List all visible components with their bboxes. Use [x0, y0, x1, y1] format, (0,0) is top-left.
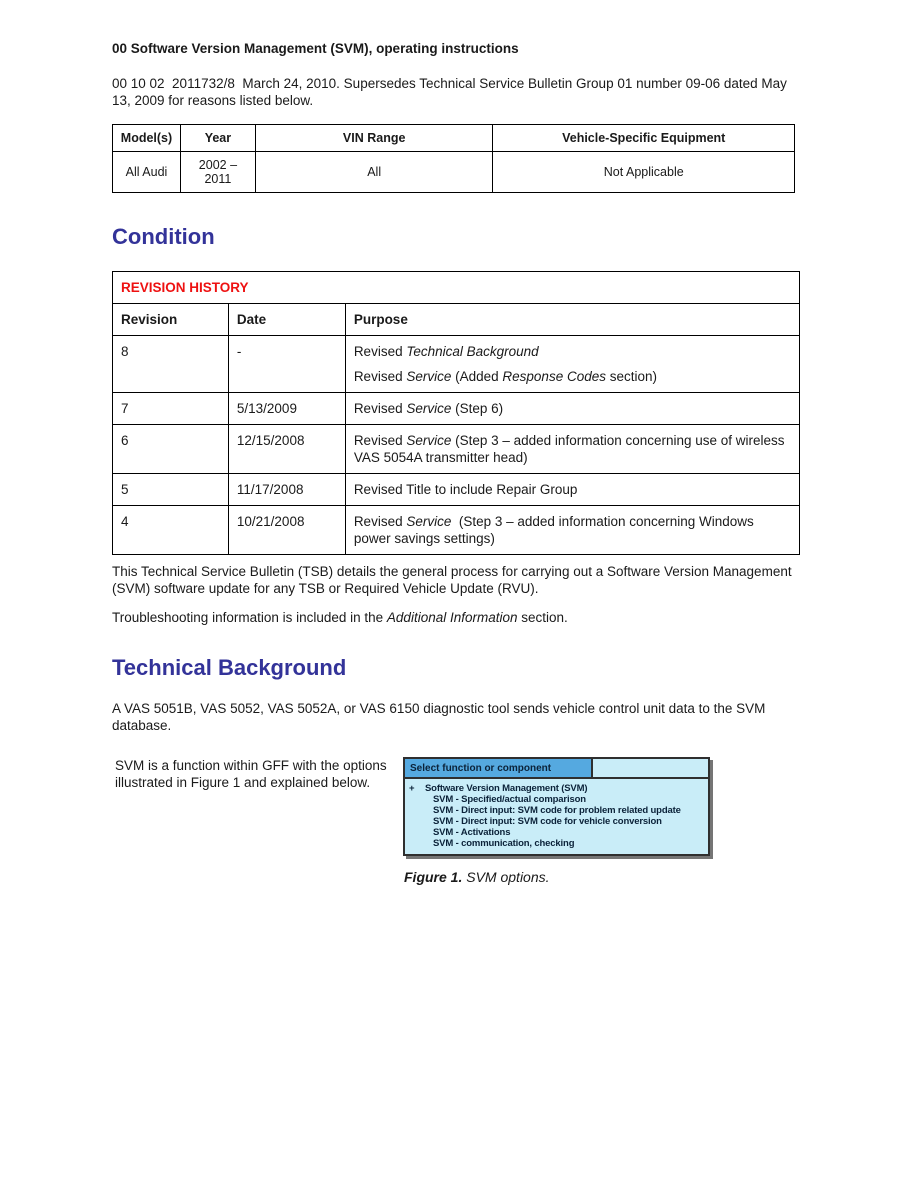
cell-equipment: Not Applicable	[493, 152, 795, 193]
technical-background-heading: Technical Background	[112, 655, 347, 680]
cell-purpose: Revised Service (Step 6)	[345, 393, 799, 425]
svm-function-tree	[405, 779, 708, 854]
vehicle-applicability-table	[112, 124, 795, 193]
table-row	[113, 474, 800, 506]
cell-date: 5/13/2009	[228, 393, 345, 425]
tree-item: SVM - Specified/actual comparison	[433, 794, 586, 805]
cell-purpose: Revised Service (Step 3 – added information concerning Windows power savings settings)	[345, 506, 799, 555]
cell-vin-range: All	[255, 152, 493, 193]
document-content	[112, 41, 804, 885]
table-header-row	[113, 125, 795, 152]
column-header-vin-range: VIN Range	[255, 125, 493, 152]
cell-date: 11/17/2008	[228, 474, 345, 506]
svm-function-paragraph: SVM is a function within GFF with the options illustrated in Figure 1 and explained below.	[115, 758, 387, 790]
figure-section	[112, 757, 804, 885]
document-title: 00 Software Version Management (SVM), operating instructions	[112, 41, 519, 56]
cell-date: 10/21/2008	[228, 506, 345, 555]
revision-history-table	[112, 271, 800, 555]
cell-year: 2002 – 2011	[180, 152, 255, 193]
table-row	[113, 393, 800, 425]
column-header-models: Model(s)	[113, 125, 181, 152]
tree-item: SVM - Activations	[433, 827, 511, 838]
revision-history-label: REVISION HISTORY	[113, 272, 800, 304]
cell-date: 12/15/2008	[228, 425, 345, 474]
tsb-description-paragraph: This Technical Service Bulletin (TSB) details the general process for carrying out a Software Version Management (SVM) software update for any TSB or Required Vehicle Update (RVU).	[112, 564, 796, 596]
troubleshooting-paragraph: Troubleshooting information is included in the Additional Information section.	[112, 610, 568, 625]
column-header-purpose: Purpose	[345, 304, 799, 336]
select-function-header: Select function or component	[405, 759, 593, 779]
cell-revision: 6	[113, 425, 229, 474]
column-header-revision: Revision	[113, 304, 229, 336]
table-row	[113, 425, 800, 474]
diagnostic-tool-paragraph: A VAS 5051B, VAS 5052, VAS 5052A, or VAS 6150 diagnostic tool sends vehicle control unit data to the SVM database.	[112, 701, 770, 733]
column-header-equipment: Vehicle-Specific Equipment	[493, 125, 795, 152]
cell-revision: 7	[113, 393, 229, 425]
svm-options-screenshot	[403, 757, 710, 856]
cell-date: -	[228, 336, 345, 393]
cell-purpose: Revised Service (Step 3 – added information concerning use of wireless VAS 5054A transmitter head)	[345, 425, 799, 474]
column-header-date: Date	[228, 304, 345, 336]
revision-history-label-row	[113, 272, 800, 304]
tree-item: SVM - Direct input: SVM code for problem related update	[433, 805, 681, 816]
screenshot-header-bar	[405, 759, 708, 779]
screenshot-header-spacer	[593, 759, 708, 779]
table-row	[113, 336, 800, 393]
tree-item: SVM - Direct input: SVM code for vehicle conversion	[433, 816, 662, 827]
cell-revision: 8	[113, 336, 229, 393]
tree-root-label: Software Version Management (SVM)	[425, 783, 588, 794]
tree-item: SVM - communication, checking	[433, 838, 575, 849]
cell-purpose: Revised Title to include Repair Group	[345, 474, 799, 506]
condition-heading: Condition	[112, 224, 215, 249]
cell-models: All Audi	[113, 152, 181, 193]
table-row	[113, 152, 795, 193]
cell-purpose: Revised Technical Background Revised Service (Added Response Codes section)	[345, 336, 799, 393]
bulletin-intro-paragraph: 00 10 02 2011732/8 March 24, 2010. Supersedes Technical Service Bulletin Group 01 number 09-06 dated May 13, 2009 for reasons listed below.	[112, 76, 791, 108]
cell-revision: 4	[113, 506, 229, 555]
expand-plus-icon: +	[409, 783, 415, 794]
tree-root-item	[409, 783, 706, 794]
figure-1-caption: Figure 1. SVM options.	[404, 869, 550, 885]
table-header-row	[113, 304, 800, 336]
table-row	[113, 506, 800, 555]
column-header-year: Year	[180, 125, 255, 152]
figure-1-block	[403, 757, 710, 885]
cell-revision: 5	[113, 474, 229, 506]
